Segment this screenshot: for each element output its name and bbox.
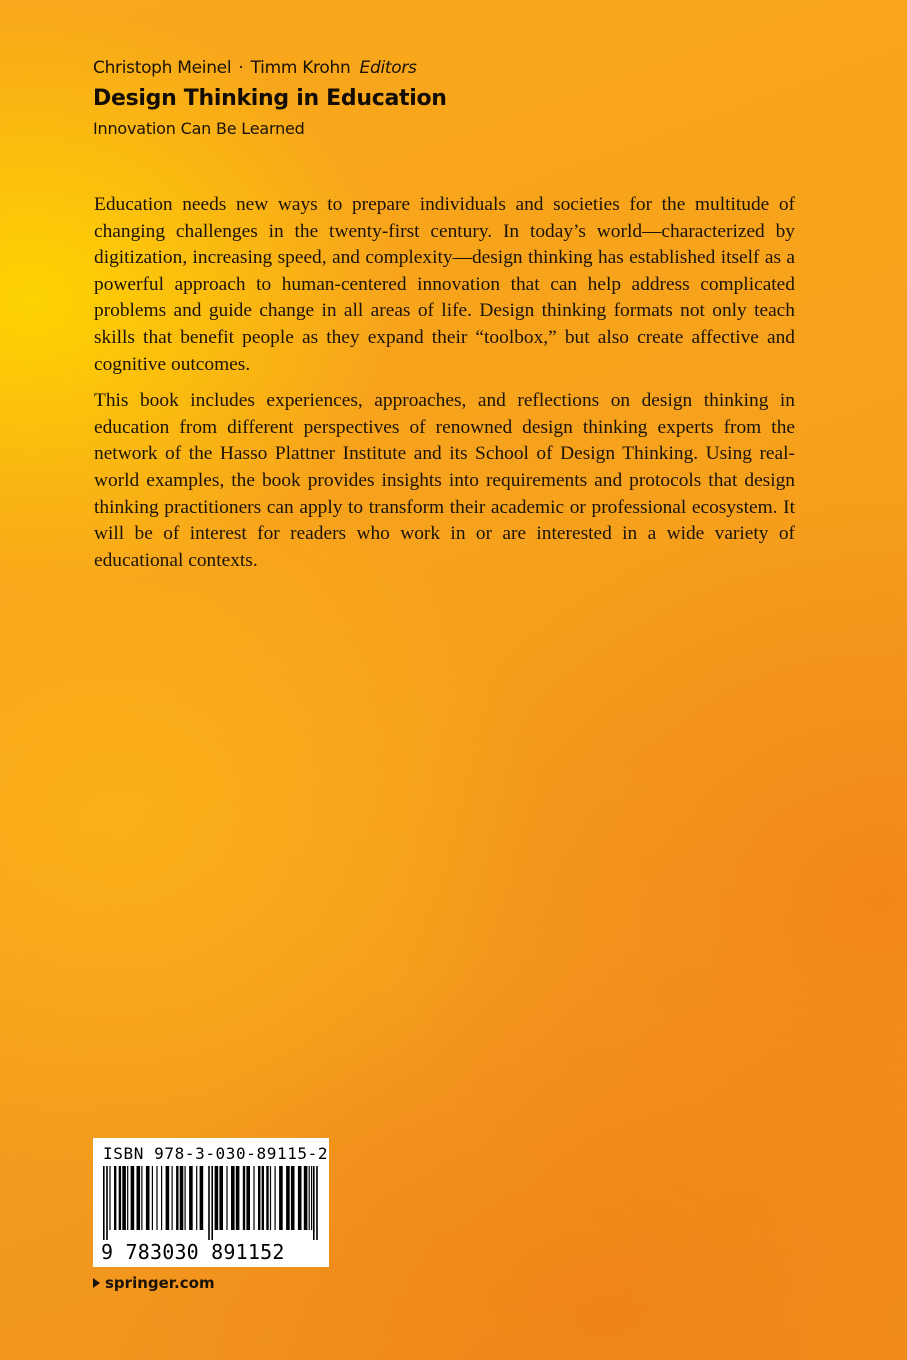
barcode-bar: [226, 1166, 227, 1230]
barcode-bar: [291, 1166, 295, 1230]
barcode-bar: [279, 1166, 283, 1230]
editor-name: Christoph Meinel: [93, 58, 232, 78]
barcode-bar: [172, 1166, 173, 1230]
cover-header: [93, 58, 447, 138]
barcode-bar: [131, 1166, 135, 1230]
barcode-bar: [253, 1166, 254, 1230]
book-title: Design Thinking in Education: [93, 86, 447, 111]
barcode-bar: [262, 1166, 264, 1230]
barcode-bar: [119, 1166, 121, 1230]
barcode-bar: [141, 1166, 142, 1230]
name-separator: ·: [238, 58, 244, 78]
barcode-bar: [246, 1166, 250, 1230]
isbn-barcode: [93, 1138, 329, 1267]
editors-role: Editors: [359, 58, 417, 78]
barcode-bar: [258, 1166, 260, 1230]
barcode-bar: [114, 1166, 116, 1230]
barcode-bar: [152, 1166, 153, 1230]
barcode-bar: [298, 1166, 302, 1230]
barcode-bar: [103, 1166, 105, 1240]
book-subtitle: Innovation Can Be Learned: [93, 119, 305, 138]
barcode-bar: [185, 1166, 186, 1230]
barcode-bar: [316, 1166, 318, 1240]
barcode-bar: [137, 1166, 141, 1230]
barcode-bar: [275, 1166, 276, 1230]
barcode-bar: [313, 1166, 315, 1240]
barcode-bar: [211, 1166, 213, 1240]
ean-digits: 9 783030 891152: [101, 1240, 285, 1264]
barcode-bar: [122, 1166, 126, 1230]
publisher-link[interactable]: [93, 1274, 215, 1292]
barcode-bar: [156, 1166, 157, 1230]
barcode-bar: [166, 1166, 170, 1230]
barcode-bar: [231, 1166, 235, 1230]
barcode-bar: [266, 1166, 268, 1230]
barcode-bar: [243, 1166, 245, 1230]
barcode-bar: [215, 1166, 219, 1230]
barcode-bar: [109, 1166, 110, 1230]
barcode-bar: [270, 1166, 271, 1230]
barcode-bar: [208, 1166, 210, 1240]
book-description: [94, 192, 795, 584]
barcode-bar: [311, 1166, 312, 1230]
barcode-bar: [200, 1166, 204, 1230]
barcode-bar: [309, 1166, 310, 1230]
isbn-label: ISBN 978-3-030-89115-2: [103, 1144, 329, 1163]
barcode-bar: [161, 1166, 162, 1230]
barcode-bar: [180, 1166, 184, 1230]
barcode-bar: [236, 1166, 240, 1230]
editors-line: [93, 58, 447, 78]
barcode-bar: [219, 1166, 223, 1230]
barcode-bar: [176, 1166, 178, 1230]
arrow-right-icon: [93, 1278, 100, 1288]
barcode-bar: [127, 1166, 128, 1230]
description-paragraph: This book includes experiences, approaches, and reflections on design thinking in education from different perspectives of renowned design thinking experts from the network of the Hasso Plattner Institute and its School of Design Thinking. Using real-world examples, the book provides insights into requirements and protocols that design thinking practitioners can apply to transform their academic or professional ecosystem. It will be of interest for readers who work in or are interested in a wide variety of educational contexts.: [94, 390, 795, 571]
barcode-bar: [304, 1166, 308, 1230]
publisher-url[interactable]: springer.com: [105, 1274, 215, 1292]
barcode-bar: [146, 1166, 150, 1230]
barcode-bar: [286, 1166, 290, 1230]
barcode-bar: [196, 1166, 197, 1230]
barcode-bars: [101, 1166, 321, 1240]
editor-name: Timm Krohn: [250, 58, 351, 78]
description-paragraph: Education needs new ways to prepare individuals and societies for the multitude of changing challenges in the twenty-first century. In today’s world—characterized by digitization, increasing speed, and complexity—design thinking has established itself as a powerful approach to human-centered innovation that can help address complicated problems and guide change in all areas of life. Design thinking formats not only teach skills that benefit people as they expand their “toolbox,” but also create affective and cognitive outcomes.: [94, 194, 795, 375]
barcode-bar: [189, 1166, 193, 1230]
barcode-bar: [106, 1166, 108, 1240]
